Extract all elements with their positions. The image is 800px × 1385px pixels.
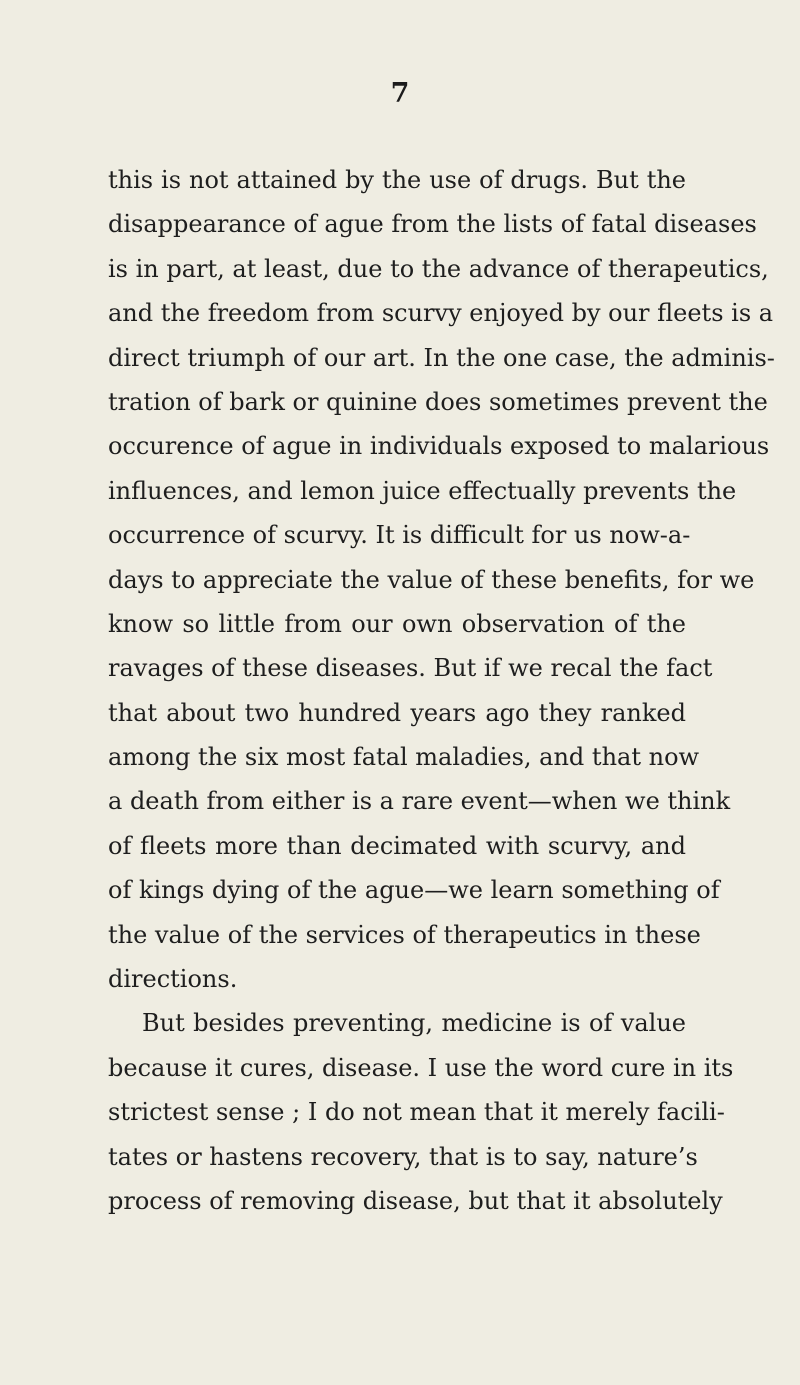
page-number: 7 bbox=[390, 78, 410, 109]
text-line: tates or hastens recovery, that is to say, nature’s bbox=[108, 1142, 698, 1171]
text-line: is in part, at least, due to the advance of therapeutics, bbox=[108, 254, 769, 283]
text-line: days to appreciate the value of these benefits, for we bbox=[108, 565, 755, 594]
paragraph-end-line: directions. bbox=[108, 965, 238, 994]
text-line: influences, and lemon juice effectually prevents the bbox=[108, 476, 737, 505]
paragraph-start-line: But besides preventing, medicine is of value bbox=[142, 1009, 686, 1038]
text-line: disappearance of ague from the lists of fatal diseases bbox=[108, 210, 757, 239]
text-line: strictest sense ; I do not mean that it merely facili- bbox=[108, 1098, 725, 1127]
text-line: process of removing disease, but that it absolutely bbox=[108, 1186, 723, 1215]
text-line: of kings dying of the ague—we learn something of bbox=[108, 876, 720, 905]
text-line: the value of the services of therapeutics in these bbox=[108, 920, 701, 949]
text-line: this is not attained by the use of drugs. But the bbox=[108, 166, 686, 194]
text-line: tration of bark or quinine does sometimes prevent the bbox=[108, 387, 768, 416]
text-line: that about two hundred years ago they ranked bbox=[108, 698, 686, 727]
text-line: a death from either is a rare event—when we think bbox=[108, 787, 731, 816]
text-line: among the six most fatal maladies, and that now bbox=[108, 743, 700, 772]
text-line: direct triumph of our art. In the one case, the adminis- bbox=[108, 343, 775, 372]
text-line: occurrence of scurvy. It is difficult for us now-a- bbox=[108, 521, 691, 550]
text-line: occurence of ague in individuals exposed to malarious bbox=[108, 432, 770, 461]
text-line: because it cures, disease. I use the word cure in its bbox=[108, 1053, 734, 1082]
body-text bbox=[108, 158, 775, 1223]
text-line: of fleets more than decimated with scurvy, and bbox=[108, 831, 686, 860]
text-line: ravages of these diseases. But if we recal the fact bbox=[108, 654, 713, 683]
text-line: know so little from our own observation of the bbox=[108, 609, 686, 638]
text-line: and the freedom from scurvy enjoyed by our fleets is a bbox=[108, 299, 774, 328]
